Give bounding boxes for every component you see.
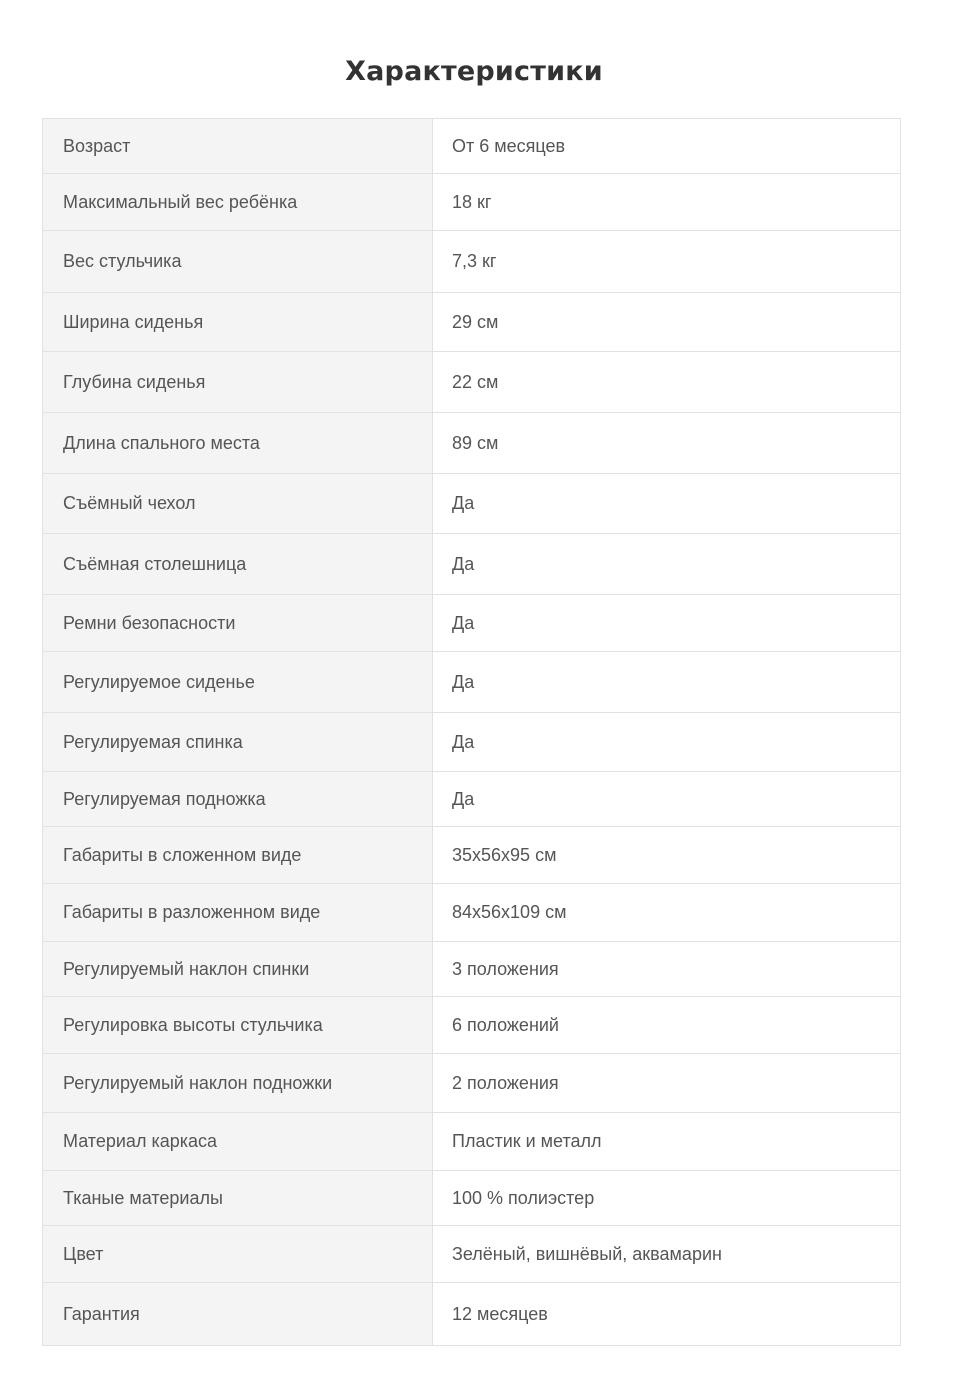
spec-name-cell: Регулируемый наклон спинки: [43, 942, 433, 996]
spec-value-cell: 2 положения: [433, 1054, 900, 1112]
spec-name-cell: Регулируемый наклон подножки: [43, 1054, 433, 1112]
spec-name-cell: Ремни безопасности: [43, 595, 433, 651]
spec-value-cell: Да: [433, 595, 900, 651]
spec-name-cell: Съёмный чехол: [43, 474, 433, 533]
spec-value-cell: 100 % полиэстер: [433, 1171, 900, 1225]
spec-name-cell: Тканые материалы: [43, 1171, 433, 1225]
spec-value-cell: 84x56x109 см: [433, 884, 900, 941]
spec-value-cell: 6 положений: [433, 997, 900, 1053]
spec-name-cell: Глубина сиденья: [43, 352, 433, 412]
spec-value-cell: Пластик и металл: [433, 1113, 900, 1170]
table-row: [43, 1113, 900, 1171]
table-row: [43, 534, 900, 595]
table-row: [43, 293, 900, 352]
spec-value-cell: 18 кг: [433, 174, 900, 230]
spec-name-cell: Габариты в сложенном виде: [43, 827, 433, 883]
spec-value-cell: Зелёный, вишнёвый, аквамарин: [433, 1226, 900, 1282]
table-row: [43, 174, 900, 231]
spec-name-cell: Гарантия: [43, 1283, 433, 1345]
table-row: [43, 413, 900, 474]
spec-value-cell: Да: [433, 474, 900, 533]
page-title: Характеристики: [345, 56, 603, 88]
spec-name-cell: Габариты в разложенном виде: [43, 884, 433, 941]
spec-name-cell: Регулировка высоты стульчика: [43, 997, 433, 1053]
table-row: [43, 997, 900, 1054]
table-row: [43, 1171, 900, 1226]
spec-value-cell: 7,3 кг: [433, 231, 900, 292]
table-row: [43, 231, 900, 293]
table-row: [43, 1283, 900, 1345]
specs-table: [42, 118, 901, 1346]
spec-value-cell: От 6 месяцев: [433, 119, 900, 173]
spec-name-cell: Вес стульчика: [43, 231, 433, 292]
spec-name-cell: Цвет: [43, 1226, 433, 1282]
spec-name-cell: Длина спального места: [43, 413, 433, 473]
table-row: [43, 713, 900, 772]
spec-value-cell: Да: [433, 652, 900, 712]
spec-name-cell: Регулируемая спинка: [43, 713, 433, 771]
spec-value-cell: Да: [433, 713, 900, 771]
table-row: [43, 595, 900, 652]
spec-value-cell: 89 см: [433, 413, 900, 473]
spec-value-cell: 12 месяцев: [433, 1283, 900, 1345]
table-row: [43, 652, 900, 713]
spec-value-cell: 35x56x95 см: [433, 827, 900, 883]
table-row: [43, 772, 900, 827]
spec-name-cell: Регулируемая подножка: [43, 772, 433, 826]
spec-name-cell: Максимальный вес ребёнка: [43, 174, 433, 230]
spec-value-cell: 22 см: [433, 352, 900, 412]
table-row: [43, 1054, 900, 1113]
table-row: [43, 119, 900, 174]
spec-name-cell: Съёмная столешница: [43, 534, 433, 594]
table-row: [43, 1226, 900, 1283]
table-row: [43, 352, 900, 413]
spec-name-cell: Возраст: [43, 119, 433, 173]
spec-value-cell: 29 см: [433, 293, 900, 351]
spec-value-cell: 3 положения: [433, 942, 900, 996]
spec-value-cell: Да: [433, 772, 900, 826]
spec-name-cell: Ширина сиденья: [43, 293, 433, 351]
spec-value-cell: Да: [433, 534, 900, 594]
table-row: [43, 827, 900, 884]
spec-name-cell: Регулируемое сиденье: [43, 652, 433, 712]
table-row: [43, 474, 900, 534]
spec-name-cell: Материал каркаса: [43, 1113, 433, 1170]
table-row: [43, 884, 900, 942]
table-row: [43, 942, 900, 997]
